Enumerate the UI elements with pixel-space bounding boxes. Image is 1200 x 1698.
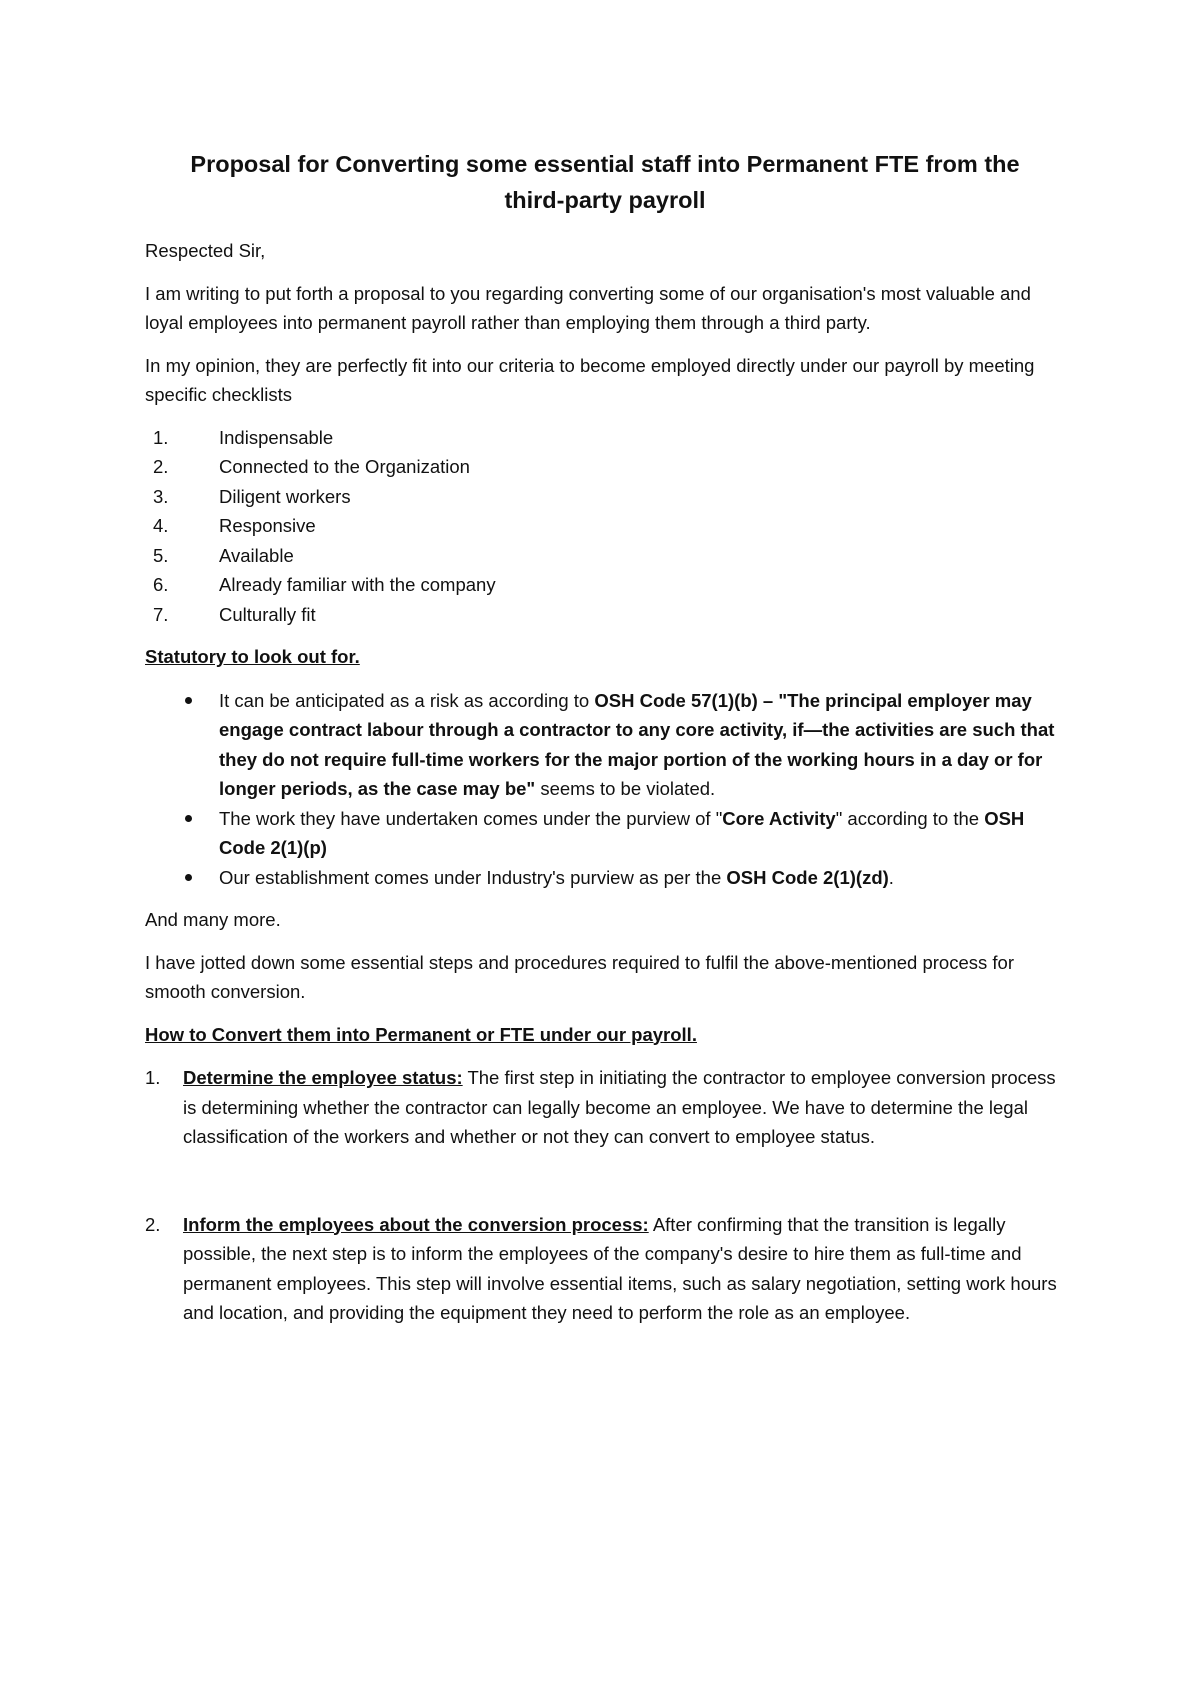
jotted-paragraph: I have jotted down some essential steps and procedures required to fulfil the above-mentioned process for smooth conversion. [145, 951, 1014, 1002]
list-number: 1. [153, 426, 169, 448]
salutation: Respected Sir, [145, 240, 266, 261]
list-item-text: Diligent workers [219, 485, 351, 507]
list-item [145, 511, 1065, 541]
list-item-text: Already familiar with the company [219, 574, 496, 595]
step-number: 2. [145, 1213, 161, 1235]
statutory-citation: OSH Code 2(1)(p) [219, 807, 1025, 858]
step-text: After confirming that the transition is legally possible, the next step is to inform the employees of the company's desire to hire them as full-time and permanent employees. This step will involve essential items, such as salary negotiation, setting work hours and location, and providing the equipment they need to perform the role as an employee. [183, 1213, 1057, 1323]
list-number: 6. [153, 574, 169, 595]
bullet-icon [185, 815, 192, 822]
list-item [145, 452, 1065, 482]
steps-list [145, 1063, 1065, 1328]
list-item [145, 600, 1065, 630]
statutory-text-post: seems to be violated. [535, 778, 716, 799]
bullet-icon [185, 697, 192, 704]
document-body [145, 146, 1065, 1328]
criteria-list [145, 423, 1065, 630]
statutory-text-pre: The work they have undertaken comes under the purview of " [219, 807, 723, 829]
statutory-text-pre: It can be anticipated as a risk as according to [219, 689, 595, 711]
statutory-text-pre: Our establishment comes under Industry's purview as per the [219, 866, 727, 888]
list-number: 4. [153, 515, 169, 536]
statutory-citation: OSH Code 2(1)(zd) [726, 866, 889, 888]
list-item [145, 482, 1065, 512]
list-item-text: Available [219, 544, 294, 566]
statutory-text-post: . [888, 866, 894, 888]
document-title [145, 146, 1065, 218]
list-number: 5. [153, 544, 169, 566]
title-line-2: third-party payroll [504, 187, 706, 213]
statutory-item [145, 804, 1065, 863]
list-item [145, 570, 1065, 600]
step-title: Inform the employees about the conversion process: [183, 1213, 649, 1235]
bullet-icon [185, 874, 192, 881]
intro-paragraph: I am writing to put forth a proposal to you regarding converting some of our organisation's most valuable and loyal employees into permanent payroll rather than employing them through a third party. [145, 282, 1031, 333]
step-item [145, 1063, 1065, 1152]
list-item-text: Indispensable [219, 426, 334, 448]
and-many-more: And many more. [145, 909, 281, 930]
step-title: Determine the employee status: [183, 1067, 463, 1088]
list-item-text: Responsive [219, 515, 316, 536]
statutory-citation: OSH Code 57(1)(b) – "The principal employer may engage contract labour through a contractor to any core activity, if—the activities are such that they do not require full-time workers for the major portion of the working hours in a day or for longer periods, as the case may be" [219, 689, 1055, 799]
list-item-text: Culturally fit [219, 603, 316, 625]
step-item [145, 1210, 1065, 1328]
statutory-text-mid: " according to the [835, 807, 985, 829]
statutory-heading: Statutory to look out for. [145, 646, 360, 667]
list-number: 3. [153, 485, 169, 507]
list-item-text: Connected to the Organization [219, 456, 470, 477]
step-number: 1. [145, 1067, 161, 1088]
statutory-item [145, 863, 1065, 893]
statutory-term: Core Activity [722, 807, 836, 829]
statutory-list [145, 686, 1065, 893]
step-text: The first step in initiating the contractor to employee conversion process is determining whether the contractor can legally become an employee. We have to determine the legal classification of the workers and whether or not they can convert to employee status. [183, 1067, 1056, 1147]
list-item [145, 423, 1065, 453]
statutory-item [145, 686, 1065, 804]
how-to-convert-heading: How to Convert them into Permanent or FTE under our payroll. [145, 1023, 697, 1045]
title-line-1: Proposal for Converting some essential staff into Permanent FTE from the [190, 151, 1020, 177]
list-number: 2. [153, 456, 169, 477]
list-item [145, 541, 1065, 571]
list-number: 7. [153, 603, 169, 625]
opinion-paragraph: In my opinion, they are perfectly fit into our criteria to become employed directly under our payroll by meeting specific checklists [145, 354, 1035, 405]
